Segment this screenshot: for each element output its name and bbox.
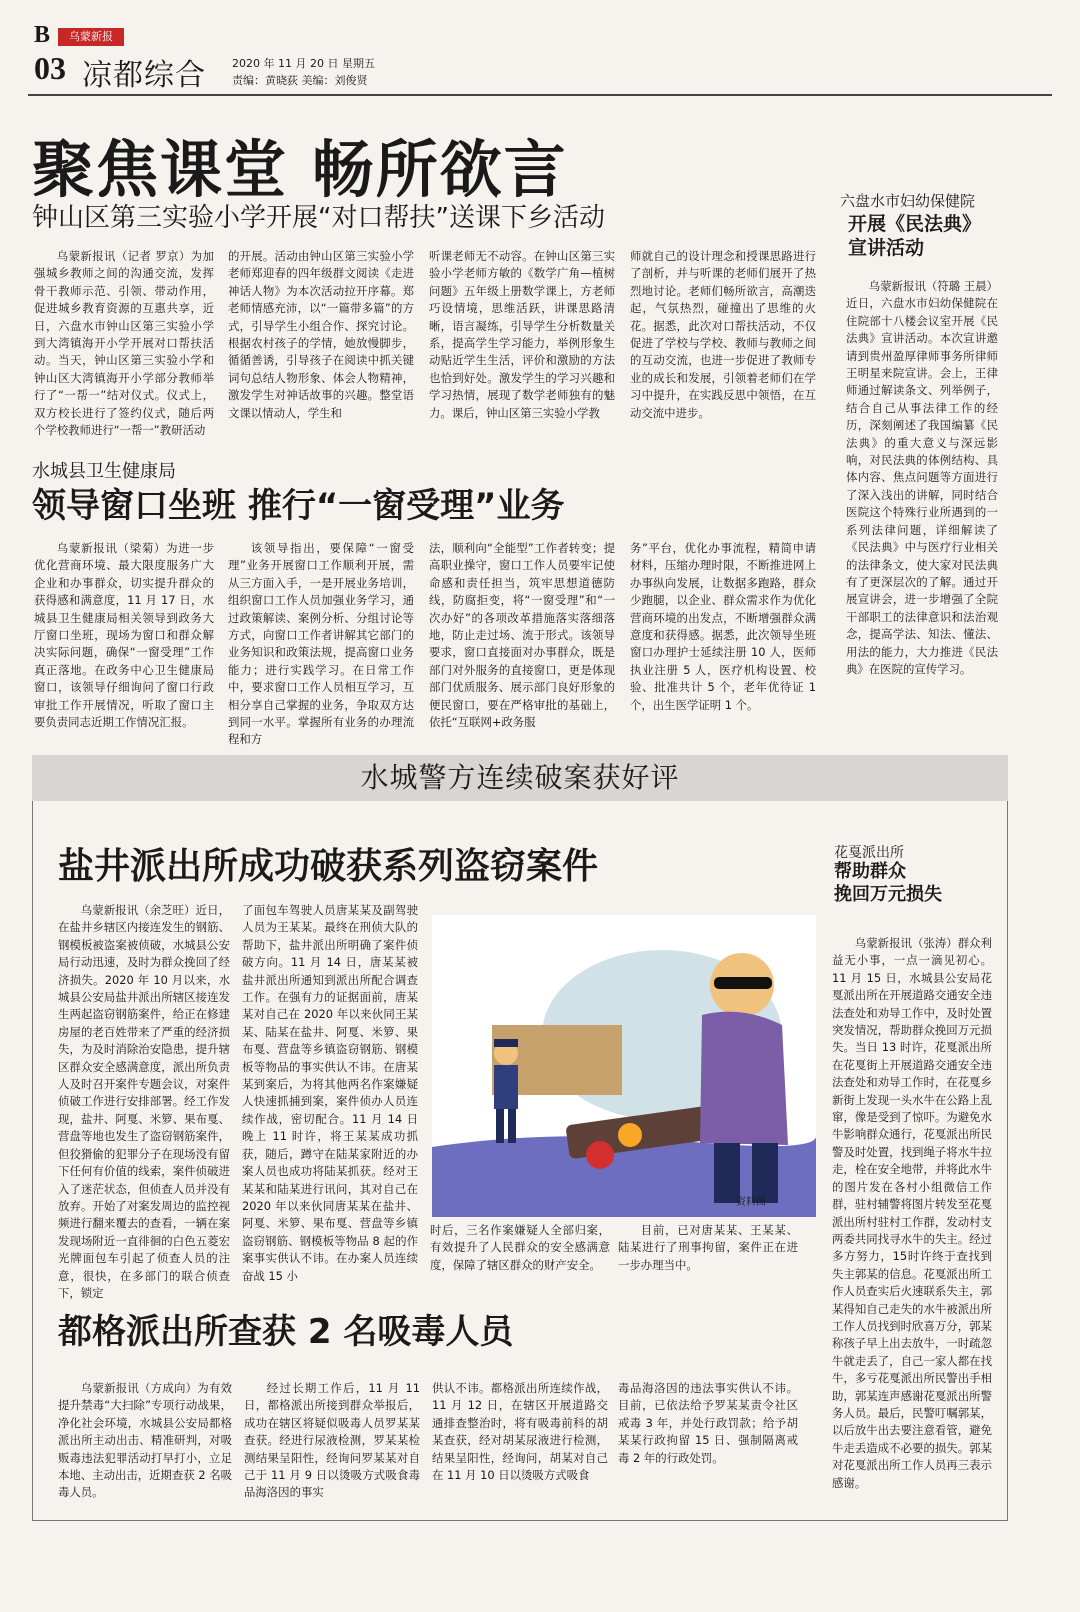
article2-col-3: 法，顺利向“全能型”工作者转变；提高职业操守，窗口工作人员要牢记使命感和责任担当，筑牢思想道德防线，防腐拒变，将“一窗受理”和“一次办好”的各项改革措施落实落细落地，防止走过场、流于形式。该领导要求，窗口直接面对办事群众，既是部门对外服务的直接窗口，更是体现部门优质服务、展示部门良好形象的便民窗口，要在严格审批的基础上，依托“互联网+政务服 xyxy=(429,541,615,730)
article4-col-3: 供认不讳。都格派出所连续作战，11 月 12 日，在辖区开展道路交通排查整治时，将有吸毒前科的胡某查获，经对胡某尿液进行检测，结果呈阳性，经询问，胡某对自己在 11 月 10 日以烫吸方式吸食 xyxy=(432,1381,608,1483)
article3-col-4: 目前，已对唐某某、王某某、陆某进行了刑事拘留，案件正在进一步办理当中。 xyxy=(618,1223,798,1272)
article4-col-2: 经过长期工作后，11 月 11 日，都格派出所接到群众举报后，成功在辖区将疑似吸毒人员罗某某查获。经进行尿液检测，罗某某检测结果呈阳性，经询问罗某某对自己于 11 月 9 日以烫吸方式吸食毒品海洛因的事实 xyxy=(244,1381,420,1500)
page-letter: B xyxy=(34,22,51,48)
editor-credits: 责编：黄晓荻 美编：刘俊贤 xyxy=(232,74,368,87)
sidebar3-title-line-2: 挽回万元损失 xyxy=(834,884,942,905)
article1-headline: 聚焦课堂 畅所欲言 xyxy=(32,133,568,206)
article2-col-2: 该领导指出，要保障“一窗受理”业务开展窗口工作顺利开展，需从三方面入手，一是开展业务培训，组织窗口工作人员加强业务学习，通过政策解读、案例分析、分组讨论等方式，向窗口工作者讲解其它部门的业务知识和政策法规，提高窗口业务能力；进行实践学习。在日常工作中，要求窗口工作人员相互学习，互相分享自己掌握的业务，争取双方达到同一水平。掌握所有业务的办理流程和方 xyxy=(228,541,414,747)
sidebar1-title-line-2: 宣讲活动 xyxy=(848,237,925,259)
cartoon-illustration xyxy=(432,915,816,1217)
article3-headline: 盐井派出所成功破获系列盗窃案件 xyxy=(58,846,599,887)
masthead-rule xyxy=(28,94,1052,96)
article2-col-4: 务”平台，优化办事流程，精简申请材料，压缩办理时限，不断推进网上办事纵向发展，让数据多跑路，群众少跑腿，以企业、群众需求作为优化营商环境的出发点，不断增强群众满意度和获得感。据悉，此次领导坐班窗口办理护士延续注册 10 人，医师执业注册 5 人，医疗机构设置、校验、批准共计 5 个，老年优待证 1 个，出生医学证明 1 个。 xyxy=(630,541,816,712)
sidebar3-title xyxy=(834,860,942,906)
article4-col-4: 毒品海洛因的违法事实供认不讳。目前，已依法给予罗某某责令社区戒毒 3 年，并处行政罚款；给予胡某某行政拘留 15 日、强制隔离戒毒 2 年的行政处罚。 xyxy=(618,1381,798,1465)
article3-col-2: 了面包车驾驶人员唐某某及副驾驶人员为王某某。最终在刑侦大队的帮助下，盐井派出所明确了案件侦破方向。11 月 14 日，唐某某被盐井派出所通知到派出所配合调查工作。在强有力的证据面前，唐某某对自己在 2020 年以来伙同王某某、陆某在盐井、阿戛、米箩、果布戛、营盘等乡镇盗窃钢筋、钢模板等物品的事实供认不讳。在唐某某到案后，为将其他两名作案嫌疑人快速抓捕到案，案件侦办人员连续作战，密切配合。11 月 14 日晚上 11 时许，将王某某成功抓获，随后，蹲守在陆某家附近的办案人员也成功将陆某抓获。经对王某某和陆某进行讯问，其对自己在 2020 年以来伙同唐某某在盐井、阿戛、米箩、果布戛、营盘等乡镇盗窃钢筋、钢模板等物品 8 起的作案事实供认不讳。在办案人员连续奋战 15 小 xyxy=(242,903,418,1283)
article1-subhead: 钟山区第三实验小学开展“对口帮扶”送课下乡活动 xyxy=(32,203,605,233)
article1-col-3: 听课老师无不动容。在钟山区第三实验小学老师方敏的《数学广角—植树问题》五年级上册数学课上，方老师巧设情境，思维活跃，讲课思路清晰，语言凝练，引导学生分析数量关系，提高学生学习能力，举例形象生动贴近学生生活，评价和激励的方法也恰到好处。激发学生的学习兴趣和学习热情，展现了数学老师独有的魅力。课后，钟山区第三实验小学教 xyxy=(429,249,615,420)
sidebar3-kicker: 花戛派出所 xyxy=(834,845,904,861)
newspaper-logo: 乌蒙新报 xyxy=(58,28,124,46)
article2-headline: 领导窗口坐班 推行“一窗受理”业务 xyxy=(32,486,565,526)
sidebar3-title-line-1: 帮助群众 xyxy=(834,861,906,882)
article1-col-4: 师就自己的设计理念和授课思路进行了剖析，并与听课的老师们展开了热烈地讨论。老师们畅所欲言，高潮迭起，气氛热烈，碰撞出了思维的火花。据悉，此次对口帮扶活动，不仅促进了学校与学校、教师与教师之间的互动交流，也进一步促进了教师专业的成长和发展，引领着老师们在学习中提升，在实践反思中领悟，在互动交流中进步。 xyxy=(630,249,816,420)
illustration-yellow-item xyxy=(618,1123,642,1147)
article3-col-3: 时后，三名作案嫌疑人全部归案，有效提升了人民群众的安全感满意度，保障了辖区群众的财产安全。 xyxy=(430,1223,610,1272)
sidebar1-title-line-1: 开展《民法典》 xyxy=(848,213,982,235)
article2-col-1: 乌蒙新报讯（梁菊）为进一步优化营商环境、最大限度服务广大企业和办事群众，切实提升群众的获得感和满意度，11 月 17 日，水城县卫生健康局相关领导到政务大厅窗口坐班，现场为窗口和群众解决实际问题，确保“一窗受理”工作真正落地。在政务中心卫生健康局窗口，该领导仔细询问了窗口行政审批工作开展情况，听取了窗口主要负责同志近期工作情况汇报。 xyxy=(34,541,214,730)
article4-col-1: 乌蒙新报讯（方成向）为有效提升禁毒“大扫除”专项行动战果，净化社会环境，水城县公安局都格派出所主动出击、精准研判，对吸贩毒违法犯罪活动打早打小，立足本地、主动出击，近期查获 2 名吸毒人员。 xyxy=(58,1381,232,1500)
sidebar1-body: 乌蒙新报讯（符璐 王晨）近日，六盘水市妇幼保健院在住院部十八楼会议室开展《民法典》宣讲活动。本次宣讲邀请到贵州盈厚律师事务所律师王明星来院宣讲。会上，王律师通过解读条文、列举例子，结合自己从事法律工作的经历，深刻阐述了我国编纂《民法典》的重大意义与深远影响，对民法典的体例结构、具体内容、焦点问题等方面进行了深入浅出的讲解，同时结合医院这个特殊行业所遇到的一系列法律问题，详细解读了《民法典》中与医疗行业相关的法律条文，使大家对民法典有了更深层次的了解。通过开展宣讲会，进一步增强了全院干部职工的法律意识和法治观念，提高学法、知法、懂法、用法的能力，大力推进《民法典》在医院的宣传学习。 xyxy=(846,279,998,676)
section-banner xyxy=(32,755,1008,801)
article1-col-1: 乌蒙新报讯（记者 罗京）为加强城乡教师之间的沟通交流，发挥骨干教师示范、引领、带动作用，促进城乡教育资源的互惠共享，近日，六盘水市钟山区第三实验小学到大湾镇海开小学开展对口帮扶活动。当天，钟山区第三实验小学和钟山区大湾镇海开小学部分教师举行了“一帮一”结对仪式。仪式上，双方校长进行了签约仪式，随后两个学校教师进行“一帮一”教研活动 xyxy=(34,249,214,438)
illustration-caption: 资料图 xyxy=(736,1197,766,1208)
article3-col-1: 乌蒙新报讯（余芝旺）近日，在盐井乡辖区内接连发生的钢筋、钢模板被盗案被侦破，水城县公安局行动迅速，及时为群众挽回了经济损失。2020 年 10 月以来，水城县公安局盐井派出所辖区接连发生两起盗窃钢筋案件，给正在修建房屋的老百姓带来了严重的经济损失，为及时消除治安隐患，提升辖区群众安全感满意度，派出所负责人及时召开案件专题会议，对案件侦破工作进行安排部署。经工作发现，盐井、阿戛、米箩、果布戛、营盘等地也发生了盗窃钢筋案件，但狡猾偷的犯罪分子在现场没有留下任何有价值的线索，案件侦破进入了迷茫状态，但侦查人员并没有放弃。开始了对案发周边的监控视频进行翻来覆去的查看，一辆在案发现场附近一直徘徊的白色五菱宏光牌面包车引起了侦查人员的注意，很快，在多部门的联合侦查下，锁定 xyxy=(58,903,230,1300)
article2-kicker: 水城县卫生健康局 xyxy=(32,461,176,482)
article4-headline: 都格派出所查获 2 名吸毒人员 xyxy=(58,1312,514,1352)
page-number: 03 xyxy=(34,50,66,86)
sidebar3-body: 乌蒙新报讯（张涛）群众利益无小事，一点一滴见初心。11 月 15 日，水城县公安局花戛派出所在开展道路交通安全违法查处和劝导工作中，及时处置突发情况，帮助群众挽回万元损失。当日 13 时许，花戛派出所在花戛街上开展道路交通安全违法查处和劝导工作时，在花戛乡新街上发现一头水牛在公路上乱窜，像是受到了惊吓。为避免水牛影响群众通行，花戛派出所民警及时处置，找到绳子将水牛拉走，栓在安全地带，并将此水牛的图片发在各村小组微信工作群，驻村辅警将图片转发至花戛派出所村驻村工作群，发动村支两委共同找寻水牛的失主。经过多方努力，15时许终于查找到失主郭某的信息。花戛派出所工作人员查实后火速联系失主，郭某得知自己走失的水牛被派出所工作人员找到时欣喜万分，郭某称孩子早上出去放牛，一时疏忽牛就走丢了，自己一家人都在找牛，多亏花戛派出所民警出手相助，郭某连声感谢花戛派出所警务人员。最后，民警叮嘱郭某，以后放牛出去要注意看管，避免牛走丢造成不必要的损失。郭某对花戛派出所工作人员再三表示感谢。 xyxy=(832,936,992,1490)
sidebar1-kicker: 六盘水市妇幼保健院 xyxy=(840,192,976,210)
section-banner-title: 水城警方连续破案获好评 xyxy=(360,761,680,794)
illustration-red-item xyxy=(586,1141,614,1169)
section-name: 凉都综合 xyxy=(82,58,206,93)
article1-col-2: 的开展。活动由钟山区第三实验小学老师郑迎春的四年级群文阅读《走进神话人物》为本次活动拉开序幕。郑老师情感充沛，以“一篇带多篇”的方式，引导学生小组合作、探究讨论。根据农村孩子的学情，她放慢脚步，循循善诱，引导孩子在阅读中抓关键词句总结人物形象、体会人物精神，激发学生对神话故事的兴趣。整堂语文课以情动人，学生和 xyxy=(228,249,414,420)
sidebar1-title xyxy=(848,212,981,260)
issue-date: 2020 年 11 月 20 日 星期五 xyxy=(232,57,375,70)
